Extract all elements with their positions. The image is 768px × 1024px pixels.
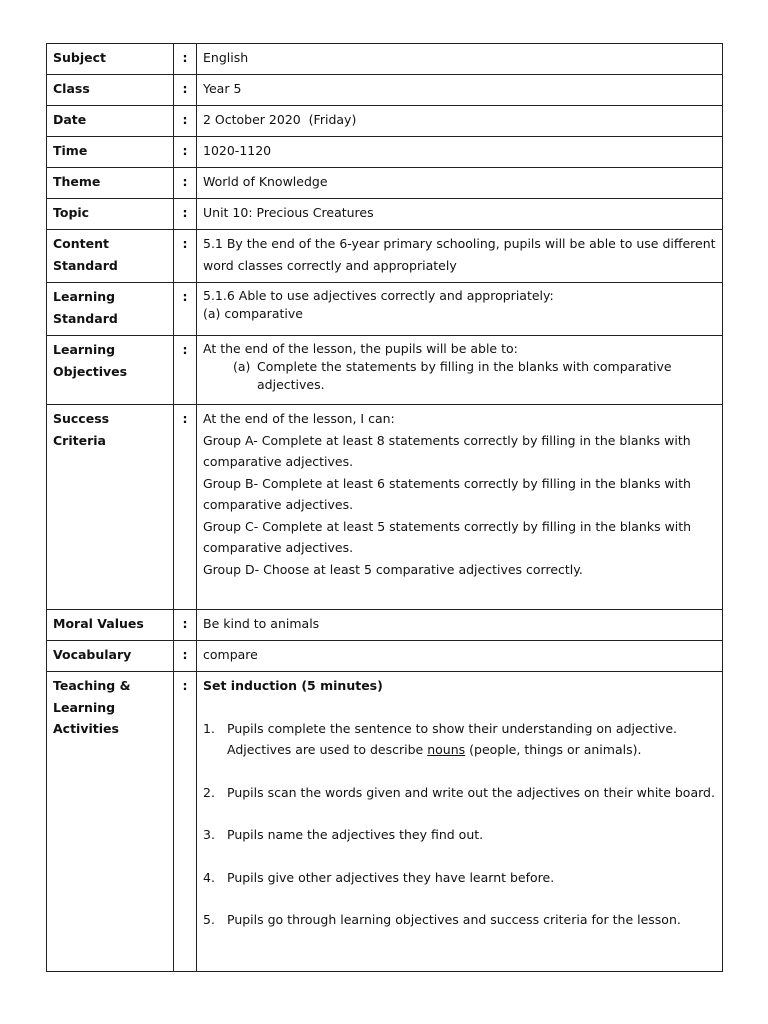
row-date bbox=[47, 106, 723, 137]
step-text: Pupils scan the words given and write out the adjectives on their white board. bbox=[227, 784, 715, 800]
step-text-part: (people, things or animals). bbox=[465, 742, 642, 757]
row-subject bbox=[47, 44, 723, 75]
row-content-standard bbox=[47, 230, 723, 283]
value-theme: World of Knowledge bbox=[197, 168, 723, 199]
row-learning-standard bbox=[47, 283, 723, 336]
step-text-part: Pupils complete the sentence to show their understanding on adjective. Adjectives are used to describe bbox=[227, 720, 677, 757]
step-text: Pupils give other adjectives they have learnt before. bbox=[227, 869, 555, 885]
objective-marker: (a) bbox=[233, 359, 251, 374]
separator: : bbox=[174, 44, 197, 75]
label-line: Success bbox=[53, 411, 110, 426]
value-content-standard: 5.1 By the end of the 6-year primary schooling, pupils will be able to use different word classes correctly and appropriately bbox=[197, 230, 723, 283]
label-line: Standard bbox=[53, 257, 118, 273]
step-text: Pupils go through learning objectives and success criteria for the lesson. bbox=[227, 912, 681, 927]
list-item bbox=[203, 718, 716, 761]
value-learning-objectives bbox=[197, 336, 723, 405]
label-line: Content bbox=[53, 236, 109, 251]
separator: : bbox=[174, 199, 197, 230]
value-teaching-activities bbox=[197, 672, 723, 972]
value-topic: Unit 10: Precious Creatures bbox=[197, 199, 723, 230]
objectives-intro: At the end of the lesson, the pupils will be able to: bbox=[203, 341, 518, 356]
criteria-group-d: Group D- Choose at least 5 comparative adjectives correctly. bbox=[203, 561, 583, 577]
label-line: Standard bbox=[53, 310, 118, 326]
value-vocabulary: compare bbox=[197, 641, 723, 672]
label-theme: Theme bbox=[47, 168, 174, 199]
label-subject: Subject bbox=[47, 44, 174, 75]
label-line: Activities bbox=[53, 721, 119, 736]
activities-steps bbox=[203, 718, 716, 931]
value-learning-standard bbox=[197, 283, 723, 336]
lesson-plan-table bbox=[46, 43, 723, 972]
label-vocabulary: Vocabulary bbox=[47, 641, 174, 672]
label-line: Teaching & bbox=[53, 678, 131, 693]
separator: : bbox=[174, 672, 197, 972]
objective-item bbox=[203, 358, 716, 394]
value-success-criteria bbox=[197, 405, 723, 610]
step-number: 3. bbox=[203, 827, 215, 842]
label-learning-standard bbox=[47, 283, 174, 336]
separator: : bbox=[174, 336, 197, 405]
criteria-group-a: Group A- Complete at least 8 statements correctly by filling in the blanks with comparative adjectives. bbox=[203, 432, 691, 469]
standard-line: 5.1.6 Able to use adjectives correctly and appropriately: bbox=[203, 288, 554, 303]
label-date: Date bbox=[47, 106, 174, 137]
value-moral-values: Be kind to animals bbox=[197, 610, 723, 641]
row-success-criteria bbox=[47, 405, 723, 610]
step-number: 1. bbox=[203, 720, 215, 736]
row-teaching-activities bbox=[47, 672, 723, 972]
value-date: 2 October 2020 (Friday) bbox=[197, 106, 723, 137]
separator: : bbox=[174, 75, 197, 106]
label-success-criteria bbox=[47, 405, 174, 610]
separator: : bbox=[174, 610, 197, 641]
label-line: Learning bbox=[53, 342, 116, 357]
separator: : bbox=[174, 405, 197, 610]
label-moral-values: Moral Values bbox=[47, 610, 174, 641]
label-line: Criteria bbox=[53, 432, 106, 448]
row-topic bbox=[47, 199, 723, 230]
step-number: 5. bbox=[203, 912, 215, 927]
objective-text: Complete the statements by filling in the blanks with comparative adjectives. bbox=[257, 359, 672, 392]
step-number: 2. bbox=[203, 784, 215, 800]
label-line: Objectives bbox=[53, 363, 128, 379]
label-class: Class bbox=[47, 75, 174, 106]
separator: : bbox=[174, 168, 197, 199]
row-time bbox=[47, 137, 723, 168]
separator: : bbox=[174, 230, 197, 283]
separator: : bbox=[174, 137, 197, 168]
value-time: 1020-1120 bbox=[197, 137, 723, 168]
list-item bbox=[203, 782, 716, 804]
row-theme bbox=[47, 168, 723, 199]
activities-heading: Set induction (5 minutes) bbox=[203, 678, 383, 693]
label-topic: Topic bbox=[47, 199, 174, 230]
criteria-intro: At the end of the lesson, I can: bbox=[203, 411, 395, 426]
separator: : bbox=[174, 283, 197, 336]
step-text bbox=[227, 718, 716, 761]
list-item bbox=[203, 867, 716, 889]
row-moral-values bbox=[47, 610, 723, 641]
standard-line: (a) comparative bbox=[203, 306, 303, 321]
list-item bbox=[203, 909, 716, 931]
step-text: Pupils name the adjectives they find out. bbox=[227, 827, 484, 842]
value-class: Year 5 bbox=[197, 75, 723, 106]
row-class bbox=[47, 75, 723, 106]
list-item bbox=[203, 824, 716, 846]
criteria-group-c: Group C- Complete at least 5 statements correctly by filling in the blanks with comparative adjectives. bbox=[203, 518, 692, 555]
label-line: Learning bbox=[53, 699, 116, 715]
underlined-word: nouns bbox=[427, 742, 466, 757]
label-learning-objectives bbox=[47, 336, 174, 405]
label-content-standard bbox=[47, 230, 174, 283]
step-number: 4. bbox=[203, 869, 215, 885]
criteria-group-b: Group B- Complete at least 6 statements correctly by filling in the blanks with comparative adjectives. bbox=[203, 475, 691, 512]
row-vocabulary bbox=[47, 641, 723, 672]
separator: : bbox=[174, 641, 197, 672]
label-line: Learning bbox=[53, 289, 116, 304]
value-subject: English bbox=[197, 44, 723, 75]
separator: : bbox=[174, 106, 197, 137]
row-learning-objectives bbox=[47, 336, 723, 405]
label-time: Time bbox=[47, 137, 174, 168]
label-teaching-activities bbox=[47, 672, 174, 972]
